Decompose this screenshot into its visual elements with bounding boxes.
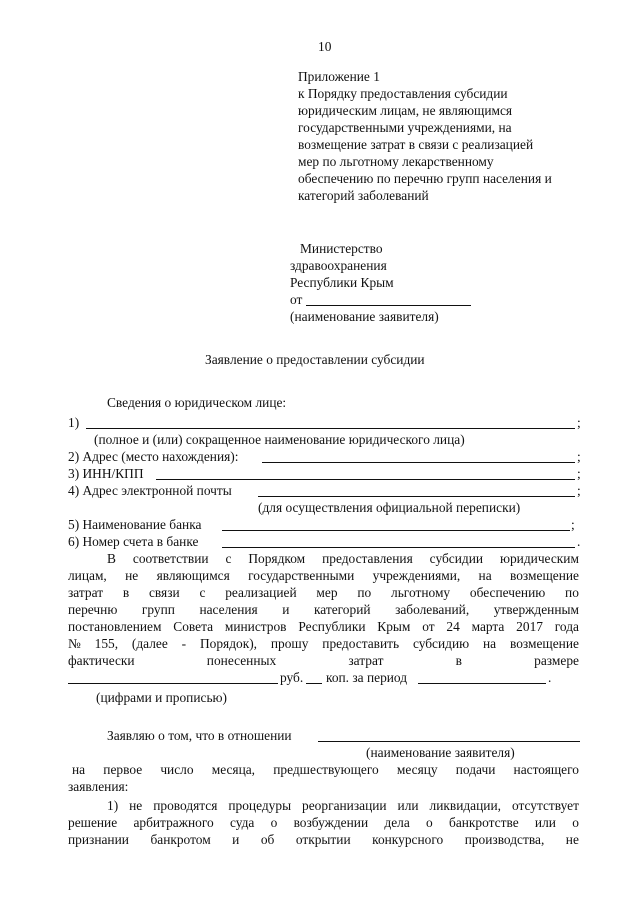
legal-entity-heading: Сведения о юридическом лице:: [107, 395, 287, 410]
addressee-line: Министерство: [300, 241, 383, 256]
appendix-line: мер по льготному лекарственному: [298, 154, 494, 169]
declaration-line: признании банкротом и об открытии конкурсного производства, не: [68, 832, 579, 847]
applicant-field[interactable]: [306, 305, 471, 306]
addressee-line: здравоохранения: [290, 258, 387, 273]
inn-kpp-field[interactable]: [156, 479, 575, 480]
semicolon: ;: [577, 415, 581, 430]
body-line: затрат в связи с реализацией мер по льготному обеспечению по: [68, 585, 579, 600]
page-number: 10: [318, 39, 332, 54]
period: .: [548, 670, 552, 685]
semicolon: ;: [577, 466, 581, 481]
period-field[interactable]: [418, 683, 546, 684]
period: .: [577, 534, 581, 549]
appendix-line: юридическим лицам, не являющимся: [298, 103, 513, 118]
bank-name-field[interactable]: [222, 530, 570, 531]
email-field[interactable]: [258, 496, 575, 497]
appendix-line: обеспечению по перечню групп населения и: [298, 171, 552, 186]
appendix-line: к Порядку предоставления субсидии: [298, 86, 508, 101]
declaration-applicant-field[interactable]: [318, 741, 580, 742]
declaration-line: на первое число месяца, предшествующего месяцу подачи настоящего: [72, 762, 579, 777]
amount-hint: (цифрами и прописью): [96, 690, 228, 705]
declaration-line: заявления:: [68, 779, 129, 794]
inn-kpp-label: 3) ИНН/КПП: [68, 466, 144, 481]
account-label: 6) Номер счета в банке: [68, 534, 199, 549]
appendix-line: государственными учреждениями, на: [298, 120, 512, 135]
entity-name-field[interactable]: [86, 428, 575, 429]
appendix-line: категорий заболеваний: [298, 188, 429, 203]
appendix-line: возмещение затрат в связи с реализацией: [298, 137, 534, 152]
body-line: перечню групп населения и категорий заболеваний, утвержденным: [68, 602, 579, 617]
body-line: В соответствии с Порядком предоставления субсидии юридическим: [107, 551, 579, 566]
body-line: фактически понесенных затрат в размере: [68, 653, 579, 668]
semicolon: ;: [577, 483, 581, 498]
declaration-line: 1) не проводятся процедуры реорганизации или ликвидации, отсутствует: [107, 798, 579, 813]
entity-name-hint: (полное и (или) сокращенное наименование юридического лица): [94, 432, 465, 447]
address-label: 2) Адрес (место нахождения):: [68, 449, 239, 464]
document-title: Заявление о предоставлении субсидии: [205, 352, 425, 367]
address-field[interactable]: [262, 462, 575, 463]
applicant-hint: (наименование заявителя): [290, 309, 439, 324]
body-line: лицам, не являющимся государственными учреждениями, на возмещение: [68, 568, 579, 583]
semicolon: ;: [571, 517, 575, 532]
declaration-text: Заявляю о том, что в отношении: [107, 728, 292, 743]
declaration-line: решение арбитражного суда о возбуждении дела о банкротстве или о: [68, 815, 579, 830]
amount-kop-field[interactable]: [306, 683, 322, 684]
email-label: 4) Адрес электронной почты: [68, 483, 232, 498]
body-line: постановлением Совета министров Республики Крым от 24 марта 2017 года: [68, 619, 579, 634]
body-line: № 155, (далее - Порядок), прошу предоставить субсидию на возмещение: [68, 636, 579, 651]
from-label: от: [290, 292, 303, 307]
appendix-line: Приложение 1: [298, 69, 380, 84]
email-hint: (для осуществления официальной переписки): [258, 500, 521, 515]
semicolon: ;: [577, 449, 581, 464]
kop-period-label: коп. за период: [326, 670, 408, 685]
declaration-hint: (наименование заявителя): [366, 745, 515, 760]
bank-name-label: 5) Наименование банка: [68, 517, 202, 532]
item1-number: 1): [68, 415, 80, 430]
account-field[interactable]: [222, 547, 575, 548]
addressee-line: Республики Крым: [290, 275, 394, 290]
rub-label: руб.: [280, 670, 304, 685]
amount-rub-field[interactable]: [68, 683, 278, 684]
